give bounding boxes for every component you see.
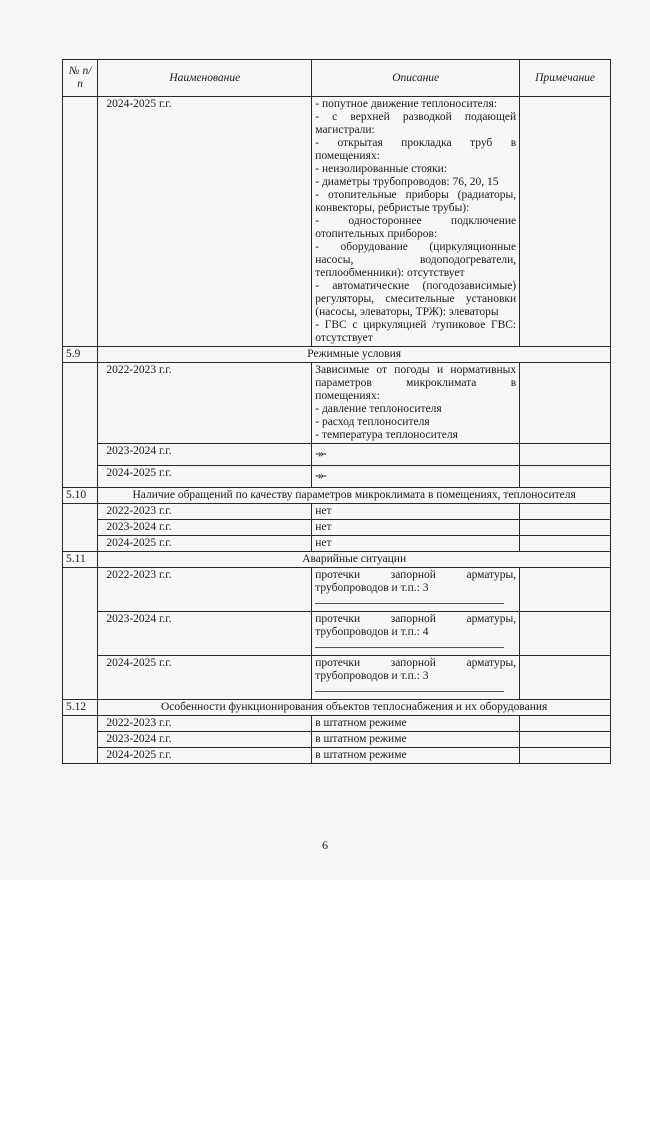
table-row	[63, 612, 611, 656]
table-row	[63, 466, 611, 488]
value-cell: в штатном режиме	[312, 748, 520, 764]
section-number: 5.12	[63, 700, 98, 716]
table-row	[63, 504, 611, 520]
header-num: № п/п	[63, 60, 98, 97]
header-note: Примечание	[520, 60, 611, 97]
year-cell: 2022-2023 г.г.	[98, 716, 312, 732]
value-cell: нет	[312, 520, 520, 536]
year-cell: 2024-2025 г.г.	[98, 466, 312, 488]
underline	[315, 691, 504, 692]
data-table	[62, 59, 611, 764]
table-row	[63, 748, 611, 764]
table-header	[63, 60, 611, 97]
year-cell: 2022-2023 г.г.	[98, 363, 312, 444]
section-number: 5.11	[63, 552, 98, 568]
value-cell: в штатном режиме	[312, 732, 520, 748]
year-cell: 2023-2024 г.г.	[98, 732, 312, 748]
description-cell: Зависимые от погоды и нормативных параметров микроклимата в помещениях: - давление теплоносителя - расход теплоносителя - температура теплоносителя	[312, 363, 520, 444]
table-row	[63, 568, 611, 612]
year-cell: 2024-2025 г.г.	[98, 748, 312, 764]
section-title: Наличие обращений по качеству параметров микроклимата в помещениях, теплоносителя	[98, 488, 611, 504]
table-row	[63, 656, 611, 700]
section-title: Аварийные ситуации	[98, 552, 611, 568]
value-cell: в штатном режиме	[312, 716, 520, 732]
year-cell: 2022-2023 г.г.	[98, 568, 312, 612]
year-cell: 2023-2024 г.г.	[98, 444, 312, 466]
section-row	[63, 700, 611, 716]
ditto-mark: -»-	[312, 466, 520, 488]
value-cell: протечки запорной арматуры, трубопроводов и т.п.: 4	[312, 612, 520, 656]
header-name: Наименование	[98, 60, 312, 97]
value-cell: протечки запорной арматуры, трубопроводов и т.п.: 3	[312, 568, 520, 612]
value-cell: нет	[312, 536, 520, 552]
table-row	[63, 363, 611, 444]
year-cell: 2024-2025 г.г.	[98, 536, 312, 552]
table-row	[63, 716, 611, 732]
section-title: Режимные условия	[98, 347, 611, 363]
section-row	[63, 552, 611, 568]
value-cell: протечки запорной арматуры, трубопроводов и т.п.: 3	[312, 656, 520, 700]
section-title: Особенности функционирования объектов теплоснабжения и их оборудования	[98, 700, 611, 716]
section-row	[63, 488, 611, 504]
description-cell: - попутное движение теплоносителя: - с верхней разводкой подающей магистрали: - открытая прокладка труб в помещениях: - неизолированные стояки: - диаметры трубопроводов: 76, 20, 15 - отопительные приборы (радиаторы, конвекторы, ребристые трубы): - одностороннее подключение отопительных приборов: - оборудование (циркуляционные насосы, водоподогреватели, теплообменники): отсутствует - автоматические (погодозависимые) регуляторы, смесительные установки (насосы, элеваторы, ТРЖ): элеваторы - ГВС с циркуляцией /тупиковое ГВС: отсутствует	[312, 97, 520, 347]
year-cell: 2024-2025 г.г.	[98, 97, 312, 347]
page-number: 6	[322, 838, 328, 852]
value-cell: нет	[312, 504, 520, 520]
year-cell: 2022-2023 г.г.	[98, 504, 312, 520]
section-number: 5.10	[63, 488, 98, 504]
table-row	[63, 536, 611, 552]
year-cell: 2023-2024 г.г.	[98, 612, 312, 656]
table-row	[63, 520, 611, 536]
table-row	[63, 732, 611, 748]
header-desc: Описание	[312, 60, 520, 97]
table-row	[63, 97, 611, 347]
year-cell: 2024-2025 г.г.	[98, 656, 312, 700]
table-row	[63, 444, 611, 466]
section-row	[63, 347, 611, 363]
year-cell: 2023-2024 г.г.	[98, 520, 312, 536]
underline	[315, 603, 504, 604]
ditto-mark: -»-	[312, 444, 520, 466]
section-number: 5.9	[63, 347, 98, 363]
underline	[315, 647, 504, 648]
